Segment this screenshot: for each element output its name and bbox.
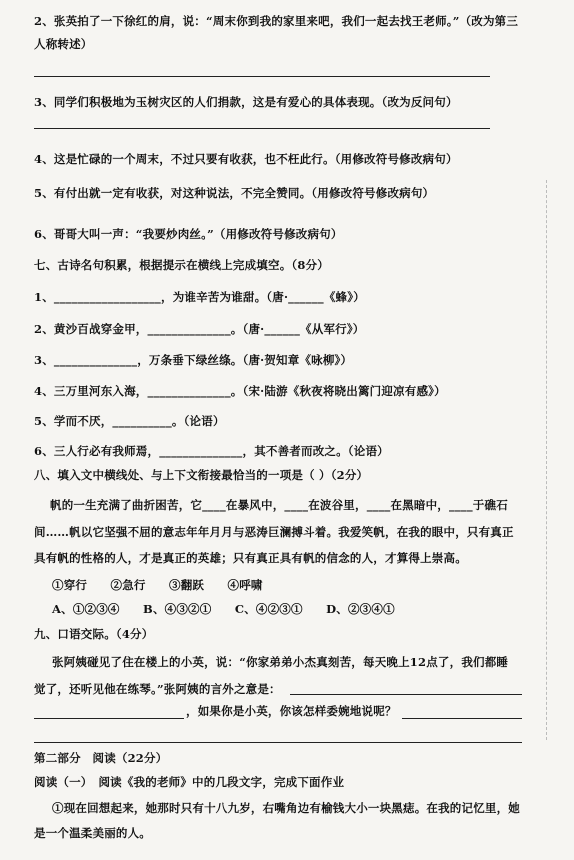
section-7-title: 七、古诗名句积累，根据提示在横线上完成填空。（8分） <box>34 258 329 272</box>
answer-line-implied-meaning <box>290 694 522 695</box>
question-6: 6、哥哥大叫一声：“我要炒肉丝。”（用修改符号修改病句） <box>34 227 343 241</box>
answer-line-reply-2 <box>34 742 522 743</box>
section-8-title: 八、填入文中横线处、与上下文衔接最恰当的一项是（ ）（2分） <box>34 468 369 482</box>
answer-line-q3 <box>34 128 490 129</box>
reading-1-instruction: 阅读（一） 阅读《我的老师》中的几段文字，完成下面作业 <box>34 775 345 789</box>
answer-line-q2 <box>34 76 490 77</box>
poem-item-5: 5、学而不厌，__________。（论语） <box>34 414 225 428</box>
part-2-title: 第二部分 阅读（22分） <box>34 751 168 765</box>
section-9-title: 九、口语交际。（4分） <box>34 627 154 641</box>
passage-line-2: 间……帆以它坚强不屈的意志年年月月与恶涛巨澜搏斗着。我爱笑帆，在我的眼中，只有真正 <box>34 525 514 539</box>
answer-options: A、①②③④ B、④③②① C、④②③① D、②③④① <box>52 602 395 616</box>
dialogue-line-1: 张阿姨碰见了住在楼上的小英，说：“你家弟弟小杰真刻苦，每天晚上12点了，我们都睡 <box>52 655 509 669</box>
question-3: 3、同学们积极地为玉树灾区的人们捐款，这是有爱心的具体表现。（改为反问句） <box>34 95 458 109</box>
reading-paragraph-line-2: 是一个温柔美丽的人。 <box>34 826 151 840</box>
question-2-line-2: 人称转述） <box>34 37 93 51</box>
question-2-line-1: 2、张英拍了一下徐红的肩，说：“周末你到我的家里来吧，我们一起去找王老师。”（改为第三 <box>34 14 519 28</box>
margin-dashed-line <box>546 180 547 740</box>
dialogue-line-2: 觉了，还听见他在练琴。”张阿姨的言外之意是： <box>34 682 281 696</box>
poem-item-4: 4、三万里河东入海，______________。（宋·陆游《秋夜将晓出篱门迎凉有感》） <box>34 384 446 398</box>
poem-item-3: 3、______________，万条垂下绿丝绦。（唐·贺知章《咏柳》） <box>34 353 353 367</box>
question-5: 5、有付出就一定有收获，对这种说法，不完全赞同。（用修改符号修改病句） <box>34 186 435 200</box>
poem-item-2: 2、黄沙百战穿金甲，______________。（唐·______《从军行》） <box>34 322 365 336</box>
passage-line-3: 具有帆的性格的人，才是真正的英雄；只有真正具有帆的信念的人，才算得上崇高。 <box>34 551 467 565</box>
question-4: 4、这是忙碌的一个周末，不过只要有收获，也不枉此行。（用修改符号修改病句） <box>34 152 458 166</box>
poem-item-6: 6、三人行必有我师焉，______________，其不善者而改之。（论语） <box>34 444 389 458</box>
poem-item-1: 1、__________________，为谁辛苦为谁甜。（唐·______《蜂》） <box>34 290 365 304</box>
reading-paragraph-line-1: ①现在回想起来，她那时只有十八九岁，右嘴角边有榆钱大小一块黑痣。在我的记忆里，她 <box>52 801 520 815</box>
answer-line-reply-1 <box>402 718 522 719</box>
word-choices: ①穿行 ②急行 ③翻跃 ④呼啸 <box>52 578 263 592</box>
answer-line-continued <box>34 718 184 719</box>
passage-line-1: 帆的一生充满了曲折困苦，它____在暴风中，____在波谷里，____在黑暗中，____于礁石 <box>50 498 508 512</box>
dialogue-line-3: ，如果你是小英，你该怎样委婉地说呢？ <box>186 704 397 718</box>
